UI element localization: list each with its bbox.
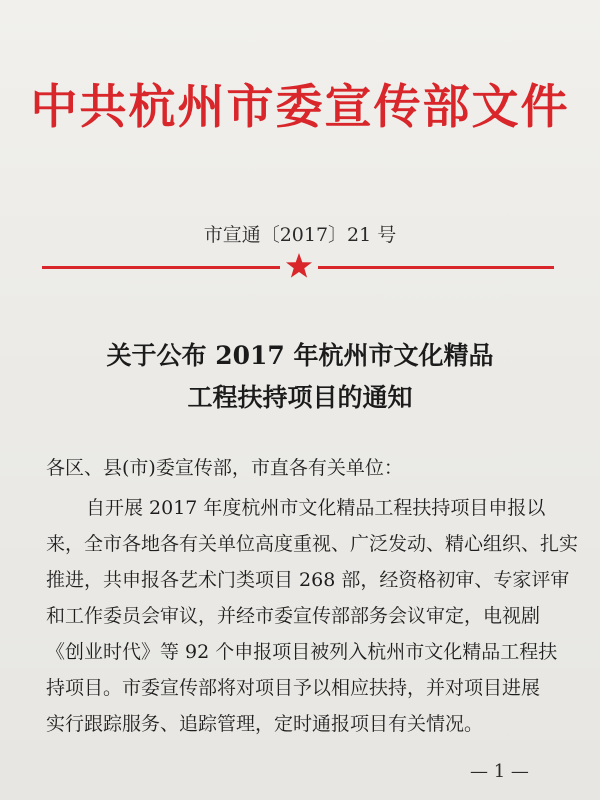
document-number: 市宣通〔2017〕21 号	[203, 224, 397, 246]
red-rule-left	[42, 266, 280, 269]
salutation: 各区、县(市)委宣传部，市直各有关单位：	[46, 457, 403, 479]
notice-title-line-2: 工程扶持项目的通知	[187, 383, 413, 412]
body-line: 自开展 2017 年度杭州市文化精品工程扶持项目申报以	[86, 497, 546, 519]
red-star-icon	[285, 252, 313, 280]
body-line: 持项目。市委宣传部将对项目予以相应扶持，并对项目进展	[46, 677, 541, 699]
document-header-title: 中共杭州市委宣传部文件	[30, 80, 570, 135]
page-number: — 1 —	[470, 761, 529, 782]
red-rule-right	[318, 266, 554, 269]
notice-title-line-1: 关于公布 2017 年杭州市文化精品	[106, 341, 494, 370]
body-line: 实行跟踪服务、追踪管理，定时通报项目有关情况。	[46, 713, 484, 735]
body-line: 《创业时代》等 92 个申报项目被列入杭州市文化精品工程扶	[46, 641, 558, 663]
body-line: 和工作委员会审议，并经市委宣传部部务会议审定，电视剧	[46, 605, 541, 627]
body-line: 来，全市各地各有关单位高度重视、广泛发动、精心组织、扎实	[46, 533, 579, 555]
body-line: 推进，共申报各艺术门类项目 268 部，经资格初审、专家评审	[46, 569, 570, 591]
